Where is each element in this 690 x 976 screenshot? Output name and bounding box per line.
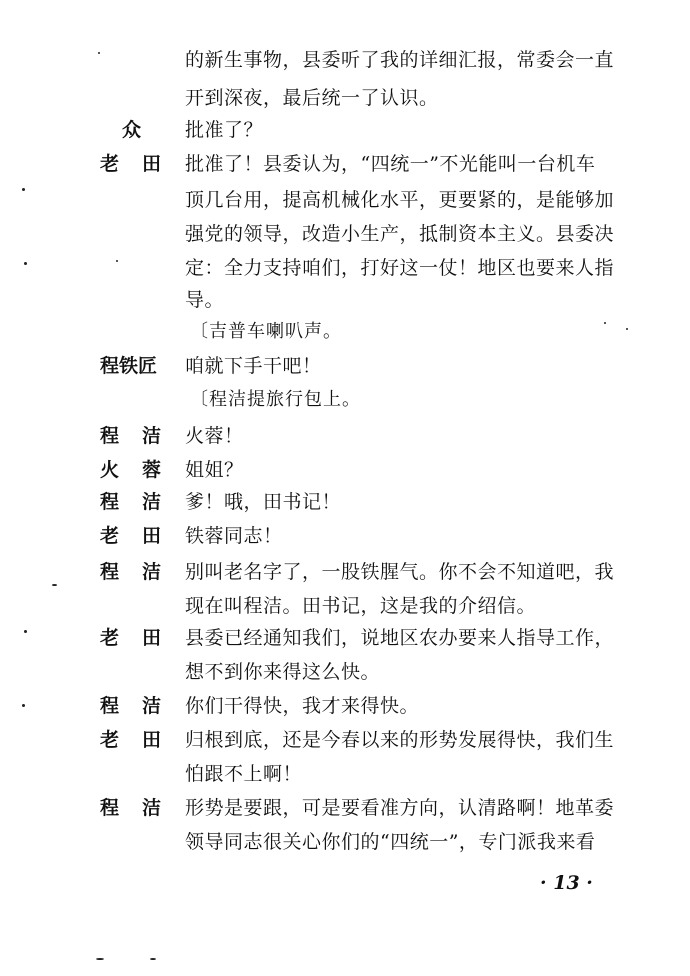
speaker-char: 田	[142, 729, 162, 751]
dialogue-line: 现在叫程洁。田书记，这是我的介绍信。	[185, 595, 537, 617]
speaker-char: 蓉	[142, 459, 162, 481]
speaker-label: 程铁匠	[100, 355, 158, 377]
speaker-char: 老	[100, 525, 120, 547]
speaker-char: 洁	[142, 797, 162, 819]
speaker-char: 洁	[142, 425, 162, 447]
speaker-char: 洁	[142, 561, 162, 583]
dialogue-line: 顶几台用，提高机械化水平，更要紧的，是能够加	[185, 189, 615, 211]
dialogue-line: 别叫老名字了，一股铁腥气。你不会不知道吧，我	[185, 561, 615, 583]
dialogue-line: 开到深夜，最后统一了认识。	[185, 87, 439, 109]
dialogue-line: 爹！哦，田书记！	[185, 491, 342, 513]
scan-speck	[98, 52, 100, 54]
dialogue-line: 导。	[185, 289, 225, 311]
scan-speck	[24, 630, 27, 633]
speaker-char: 老	[100, 627, 120, 649]
dialogue-line: 定：全力支持咱们，打好这一仗！地区也要来人指	[185, 257, 615, 279]
dialogue-line: 铁蓉同志！	[185, 525, 283, 547]
speaker-char: 程	[100, 695, 120, 717]
speaker-char: 田	[142, 153, 162, 175]
dialogue-line: 县委已经通知我们，说地区农办要来人指导工作，	[185, 627, 615, 649]
dialogue-line: 怕跟不上啊！	[185, 763, 303, 785]
scan-speck	[24, 262, 27, 265]
speaker-char: 老	[100, 153, 120, 175]
scan-speck	[22, 188, 25, 191]
page-number: · 13 ·	[540, 872, 593, 894]
speaker-char: 洁	[142, 491, 162, 513]
dialogue-line: 批准了！县委认为，“四统一”不光能叫一台机车	[185, 153, 596, 175]
speaker-label: 众	[122, 119, 142, 141]
dialogue-line: 咱就下手干吧！	[185, 355, 322, 377]
scan-speck	[626, 328, 628, 330]
dialogue-line: 领导同志很关心你们的“四统一”，专门派我来看	[185, 831, 596, 853]
dialogue-line: 姐姐？	[185, 459, 244, 481]
scan-speck	[116, 260, 118, 262]
dialogue-line: 火蓉！	[185, 425, 244, 447]
speaker-char: 洁	[142, 695, 162, 717]
dialogue-line: 归根到底，还是今春以来的形势发展得快，我们生	[185, 729, 615, 751]
stage-direction: 〔程洁提旅行包上。	[190, 389, 361, 410]
dialogue-line: 的新生事物，县委听了我的详细汇报，常委会一直	[185, 49, 615, 71]
stage-direction: 〔吉普车喇叭声。	[190, 321, 342, 342]
dialogue-line: 形势是要跟，可是要看准方向，认清路啊！地革委	[185, 797, 615, 819]
dialogue-line: 你们干得快，我才来得快。	[185, 695, 420, 717]
dialogue-line: 强党的领导，改造小生产，抵制资本主义。县委决	[185, 223, 615, 245]
scan-speck	[22, 704, 25, 707]
speaker-char: 田	[142, 627, 162, 649]
speaker-char: 程	[100, 491, 120, 513]
speaker-char: 程	[100, 797, 120, 819]
speaker-char: 老	[100, 729, 120, 751]
speaker-char: 程	[100, 561, 120, 583]
scan-speck	[150, 958, 156, 960]
dialogue-line: 批准了？	[185, 119, 264, 141]
scan-speck	[604, 322, 606, 324]
speaker-char: 火	[100, 459, 120, 481]
scan-speck	[52, 584, 57, 586]
speaker-char: 程	[100, 425, 120, 447]
dialogue-line: 想不到你来得这么快。	[185, 661, 381, 683]
speaker-char: 田	[142, 525, 162, 547]
scan-speck	[96, 958, 104, 960]
